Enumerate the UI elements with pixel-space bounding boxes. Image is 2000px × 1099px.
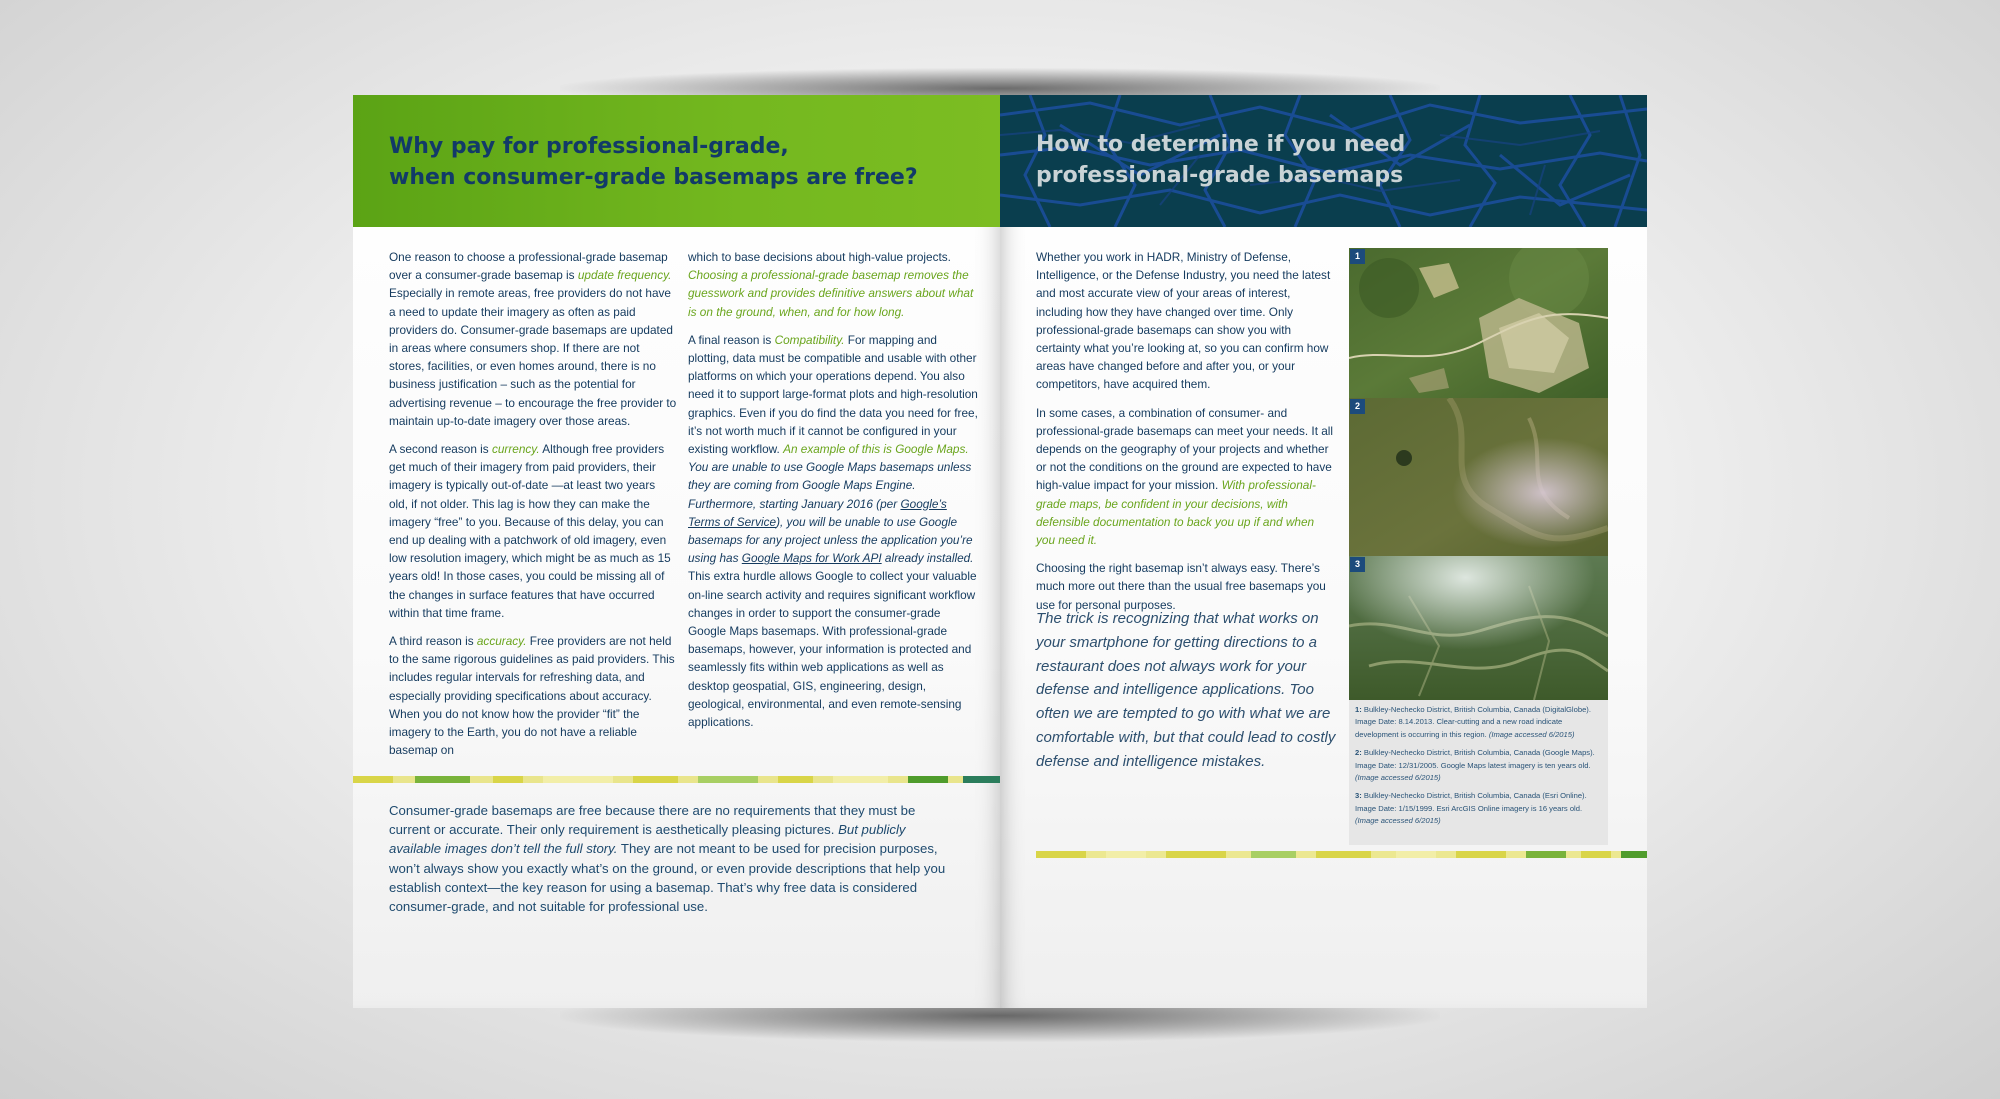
link-google-maps-for-work-api[interactable]: Google Maps for Work API xyxy=(741,551,882,566)
paragraph-compatibility: A final reason is Compatibility. For mapping and plotting, data must be compatible and usable with other platforms on which your operations depend. You also need it to support large-format plots and high-resolution graphics. Even if you do find the data you need for free, it’s not worth much if it cannot be configured in your existing workflow. An example of this is Google Maps. You are unable to use Google Maps basemaps unless they are coming from Google Maps Engine. Furthermore, starting January 2016 (per Google’s Terms of Service), you will be unable to use Google basemaps for any project unless the application you’re using has Google Maps for Work API already installed. This extra hurdle allows Google to collect your valuable on-line search activity and requires significant workflow changes in order to support the consumer-grade Google Maps basemaps. With professional-grade basemaps, however, your information is protected and seamlessly fits within web applications as well as desktop geospatial, GIS, engineering, design, geological, environmental, and even remote-sensing applications. xyxy=(688,332,978,730)
highlight-accuracy: accuracy. xyxy=(476,634,527,649)
right-page-title xyxy=(1036,129,1596,191)
right-column-text xyxy=(1036,248,1336,624)
caption-2: 2: Bulkley-Nechecko District, British Columbia, Canada (Google Maps). Image Date: 12/31/2005. Google Maps latest imagery is ten years old. (Image accessed 6/2015) xyxy=(1355,748,1595,783)
left-page xyxy=(353,95,1000,1008)
consumer-grade-summary: Consumer-grade basemaps are free because there are no requirements that they must be current or accurate. Their only requirement is aesthetically pleasing pictures. But publicly available images don’t tell the full story. They are not meant to be used for precision purposes, won’t always show you exactly what’s on the ground, or even provide descriptions that help you establish context—the key reason for using a basemap. That’s why free data is considered consumer-grade, and not suitable for professional use. xyxy=(389,803,946,915)
caption-1: 1: Bulkley-Nechecko District, British Columbia, Canada (DigitalGlobe). Image Date: 8.14.2013. Clear-cutting and a new road indicate development is occurring in this region. (Image accessed 6/2015) xyxy=(1355,705,1591,739)
highlight-compatibility: Compatibility. xyxy=(774,332,845,347)
left-page-title xyxy=(389,131,989,193)
paragraph-hadr: Whether you work in HADR, Ministry of Defense, Intelligence, or the Defense Industry, you need the latest and most accurate view of your areas of interest, including how they have changed over time. Only professional-grade basemaps can show you with certainty what you’re looking at, so you can confirm how areas have changed before and after you, or your competitors, have acquired them. xyxy=(1036,250,1331,392)
caption-3: 3: Bulkley-Nechecko District, British Columbia, Canada (Esri Online). Image Date: 1/15/1999. Esri ArcGIS Online imagery is 16 years old. (Image accessed 6/2015) xyxy=(1355,791,1587,826)
right-header-band xyxy=(1000,95,1647,227)
right-title-line-1: How to determine if you need xyxy=(1036,132,1406,157)
highlight-update-frequency: update frequency. xyxy=(577,268,672,283)
summary-italic: But publicly available images don’t tell the full story. xyxy=(389,822,906,857)
paragraph-high-value: which to base decisions about high-value projects. Choosing a professional-grade basemap removes the guesswork and provides definitive answers about what is on the ground, when, and for how long. xyxy=(688,250,974,319)
left-column-2 xyxy=(688,248,980,741)
highlight-guesswork: Choosing a professional-grade basemap removes the guesswork and provides definitive answers about what is on the ground, when, and for how long. xyxy=(688,268,974,319)
satellite-photo-1 xyxy=(1349,248,1608,398)
left-header-band xyxy=(353,95,1000,227)
highlight-be-confident: With professional-grade maps, be confident in your decisions, with defensible documentation to back you up if and when you need it. xyxy=(1036,478,1316,548)
paragraph-choosing: Choosing the right basemap isn’t always easy. There’s much more out there than the usual free basemaps you use for personal purposes. xyxy=(1036,561,1326,612)
paragraph-combination: In some cases, a combination of consumer- and professional-grade basemaps can meet your needs. It all depends on the geography of your projects and whether or not the conditions on the ground are expected to have high-value impact for your mission. With professional-grade maps, be confident in your decisions, with defensible documentation to back you up if and when you need it. xyxy=(1036,405,1334,548)
left-title-line-1: Why pay for professional-grade, xyxy=(389,134,789,159)
satellite-photo-2 xyxy=(1349,398,1608,556)
link-google-terms-of-service[interactable]: Google’s Terms of Service xyxy=(688,496,947,529)
photo-number-1: 1 xyxy=(1350,249,1365,264)
right-page xyxy=(1000,95,1647,1008)
left-column-1 xyxy=(389,248,677,769)
satellite-photo-3 xyxy=(1349,556,1608,700)
left-decorative-strip xyxy=(353,776,1000,783)
highlight-google-maps: An example of this is Google Maps. xyxy=(783,442,969,457)
left-title-line-2: when consumer-grade basemaps are free? xyxy=(389,165,918,190)
pull-quote: The trick is recognizing that what works on your smartphone for getting directions to a restaurant does not always work for your defense and intelligence applications. Too often we are tempted to go with what we are comfortable with, but that could lead to costly defense and intelligence mistakes. xyxy=(1036,610,1336,770)
photo-number-3: 3 xyxy=(1350,557,1365,572)
satellite-photo-stack xyxy=(1349,248,1608,700)
right-decorative-strip xyxy=(1036,851,1647,858)
right-title-line-2: professional-grade basemaps xyxy=(1036,163,1404,188)
photo-number-2: 2 xyxy=(1350,399,1365,414)
highlight-currency: currency. xyxy=(491,442,540,457)
photo-captions xyxy=(1349,700,1608,845)
paragraph-currency: A second reason is currency. Although free providers get much of their imagery from paid providers, their imagery is typically out-of-date —at least two years old, if not older. This lag is how they can make the imagery “free” to you. Because of this delay, you can end up dealing with a patchwork of old imagery, even low resolution imagery, which might be as much as 15 years old! In those cases, you could be missing all of the changes in surface features that have occurred within that time frame. xyxy=(389,442,671,620)
paragraph-update-frequency: One reason to choose a professional-grade basemap over a consumer-grade basemap is update frequency. Especially in remote areas, free providers do not have a need to update their imagery as often as paid providers do. Consumer-grade basemaps are updated in areas where consumers shop. If there are not stores, facilities, or even homes around, there is no business justification – such as the potential for advertising revenue – to encourage the free provider to maintain up-to-date imagery over those areas. xyxy=(389,250,677,428)
paragraph-accuracy: A third reason is accuracy. Free providers are not held to the same rigorous guidelines as paid providers. This includes regular intervals for refreshing data, and especially providing specifications about accuracy. When you do not know how the provider “fit” the imagery to the Earth, you do not have a reliable basemap on xyxy=(389,634,675,758)
